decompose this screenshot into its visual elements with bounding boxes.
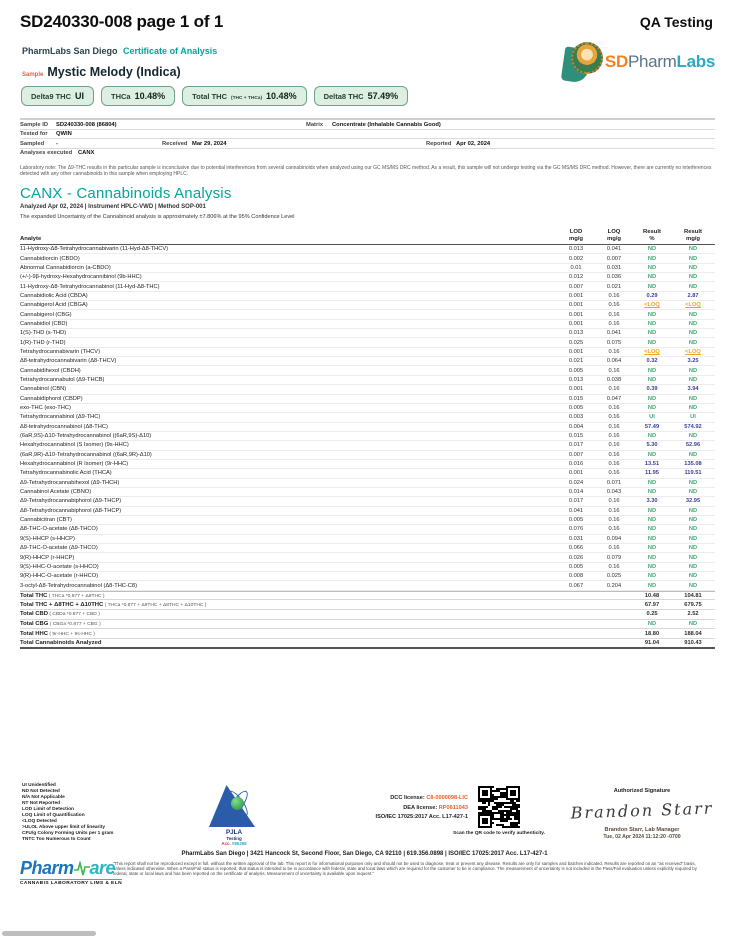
disclaimer-text: "This report shall not be reproduced except in full, without the written approval of the lab. This report is for informational purposes only and should not be used to diagnose, treat or prevent any disease. Results are only for samples and batches indicated. Results are reported on an "as received" basis, unless indicated otherwise. When a Pass/Fail status is reported, that status is intended to be in accordance with federal, state and local laws which are required for the customer to be in compliance. The measurement of uncertainty is not included in the Pass/Fail evaluation unless explicitly required by federal, state or local laws and has been reported on the certificate of analysis. Measurement of uncertainty is available upon request."	[113, 861, 697, 877]
canx-subtitle: Analyzed Apr 02, 2024 | Instrument HPLC-VWD | Method SOP-001	[20, 204, 206, 210]
legend-item: ND Not Detected	[22, 789, 60, 794]
pharmware-are: are	[89, 858, 116, 878]
tested-for-value: QWIN	[56, 131, 72, 137]
lab-name: PharmLabs San Diego	[22, 46, 118, 56]
page-title: SD240330-008 page 1 of 1	[20, 12, 224, 31]
legend-item: >ULOL Above upper limit of linearity	[22, 825, 106, 830]
table-row: 9(S)-HHCP (s-HHCP) 0.031 0.094 ND ND	[20, 535, 715, 544]
matrix-label: Matrix	[306, 121, 324, 128]
signature-datetime: Tue, 02 Apr 2024 11:12:20 -0700	[603, 834, 681, 840]
table-row: 9(R)-HHCP (r-HHCP) 0.026 0.079 ND ND	[20, 553, 715, 562]
sample-info-row-2	[20, 130, 715, 140]
dcc-license: DCC license: C8-0000098-LIC	[390, 795, 468, 801]
totals-rows	[20, 591, 715, 649]
abbreviation-legend	[22, 783, 113, 843]
header-lod: LOD mg/g	[568, 229, 584, 242]
table-row: Δ8-THC-O-acetate (Δ8-THCO) 0.076 0.16 ND ND	[20, 525, 715, 534]
table-row: Tetrahydrocannabinol (Δ9-THC) 0.003 0.16 UI UI	[20, 413, 715, 422]
table-row: Δ8-tetrahydrocannabivarin (Δ8-THCV) 0.021 0.064 0.32 3.25	[20, 357, 715, 366]
laboratory-note: Laboratory note: The Δ9-THC results in this particular sample is inconclusive due to potential interferences from several cannabinoids when analyzed using our GC MS/MS DRC method. As a result, this sample will not undergo testing via the GC MS/MS DRC method. However, there are currently no interferences detected with any other cannabinoids in this sample when employing HPLC.	[20, 165, 712, 177]
horizontal-scrollbar-thumb[interactable]	[2, 931, 96, 936]
potency-badges	[0, 86, 729, 106]
table-row: Cannabicitran (CBT) 0.005 0.16 ND ND	[20, 516, 715, 525]
analyte-rows	[20, 245, 715, 591]
table-row: Hexahydrocannabinol (S Isomer) (9s-HHC) 0.017 0.16 5.30 52.96	[20, 441, 715, 450]
table-row: Δ9-Tetrahydrocannabiphorol (Δ9-THCP) 0.017 0.16 3.30 32.95	[20, 497, 715, 506]
sdpharmlabs-logo	[563, 40, 715, 84]
reported-value: Apr 02, 2024	[456, 140, 491, 147]
header-analyte: Analyte	[20, 235, 42, 242]
sdpharmlabs-logo-text	[605, 52, 715, 72]
potency-badge: Delta8 THC 57.49%	[314, 86, 409, 106]
table-row: (+/-)-9β-hydroxy-Hexahydrocannibinol (9b-HHC) 0.012 0.036 ND ND	[20, 273, 715, 282]
sdpharmlabs-logo-icon	[563, 40, 603, 84]
pharmware-pharm: Pharm	[20, 858, 74, 878]
sample-info-row-1	[20, 120, 715, 130]
pharmware-logo	[20, 858, 122, 886]
table-row: Tetrahydrocannabinolic Acid (THCA) 0.001 0.16 11.95 119.51	[20, 469, 715, 478]
doc-type: Certificate of Analysis	[123, 46, 218, 56]
sample-name: Mystic Melody (Indica)	[47, 65, 181, 79]
table-row: Cannabidihexol (CBDH) 0.005 0.16 ND ND	[20, 366, 715, 375]
table-row: 3-octyl-Δ8-Tetrahydrocannabinol (Δ8-THC-C8) 0.067 0.204 ND ND	[20, 581, 715, 590]
pjla-logo-icon	[209, 785, 259, 827]
table-row: exo-THC (exo-THC) 0.005 0.16 ND ND	[20, 404, 715, 413]
signature-script: Brandon Starr	[570, 798, 714, 823]
legend-item: TNTC Too Numerous to Count	[22, 837, 91, 842]
header-loq: LOQ mg/g	[606, 229, 622, 242]
logo-labs: Labs	[676, 52, 715, 71]
table-row: 9(R)-HHC-O-acetate (r-HHCO) 0.008 0.025 ND ND	[20, 572, 715, 581]
table-row: Cannabidiorcin (CBDO) 0.002 0.007 ND ND	[20, 254, 715, 263]
table-row: Cannabinol (CBN) 0.001 0.16 0.39 3.94	[20, 385, 715, 394]
received-value: Mar 29, 2024	[192, 140, 227, 147]
table-row: 11-Hydroxy-Δ8-Tetrahydrocannabinol (11-Hyd-Δ8-THC) 0.007 0.021 ND ND	[20, 282, 715, 291]
dea-license: DEA license: RP0611043	[403, 804, 468, 811]
section-title-canx: CANX - Cannabinoids Analysis	[20, 185, 232, 202]
legend-item: LOD Limit of Detection	[22, 807, 74, 812]
legend-item: NT Not Reported	[22, 801, 61, 806]
sampled-label: Sampled	[20, 140, 45, 147]
table-row: 11-Hydroxy-Δ8-Tetrahydrocannabivarin (11-Hyd-Δ8-THCV) 0.013 0.041 ND ND	[20, 245, 715, 254]
legend-item: CFU/g Colony Forming Units per 1 gram	[22, 831, 114, 836]
cannabinoid-table	[20, 226, 715, 649]
potency-badge: Delta9 THC UI	[21, 86, 94, 106]
table-row: Δ9-Tetrahydrocannabihexol (Δ9-THCH) 0.024 0.071 ND ND	[20, 479, 715, 488]
total-row: Total Cannabinoids Analyzed 91.04 910.43	[20, 639, 715, 649]
pjla-name: PJLA	[225, 829, 243, 836]
pjla-accreditation	[202, 785, 266, 846]
qr-block	[446, 786, 552, 836]
table-row: Cannabidiol (CBD) 0.001 0.16 ND ND	[20, 320, 715, 329]
table-row: (6aR,9R)-Δ10-Tetrahydrocannabinol ((6aR,9R)-Δ10) 0.007 0.16 ND ND	[20, 451, 715, 460]
legend-item: UI Unidentified	[22, 783, 56, 788]
table-header	[20, 226, 715, 245]
matrix-value: Concentrate (Inhalable Cannabis Good)	[332, 121, 441, 128]
legend-item: LOQ Limit of Quantification	[22, 813, 85, 818]
sample-info-table	[20, 118, 715, 158]
table-row: Tetrahydrocannabutol (Δ9-THCB) 0.013 0.038 ND ND	[20, 376, 715, 385]
total-row: Total CBD ( CBDa *0.877 + CBD ) 0.25 2.52	[20, 610, 715, 620]
header-result-mgg: Result mg/g	[683, 229, 702, 242]
signature-block	[566, 788, 718, 840]
authorized-signature-label: Authorized Signature	[613, 788, 671, 794]
canx-uncertainty: The expanded Uncertainty of the Cannabinoid analysis is approximately ±7.806% at the 95% Confidence Level	[20, 214, 295, 220]
analyses-value: CANX	[78, 150, 95, 156]
table-row: Cannabinol Acetate (CBNO) 0.014 0.043 ND ND	[20, 488, 715, 497]
table-row: 1(S)-THD (s-THD) 0.013 0.041 ND ND	[20, 329, 715, 338]
reported-label: Reported	[426, 140, 452, 147]
table-row: Cannabidiphorol (CBDP) 0.015 0.047 ND ND	[20, 395, 715, 404]
header	[0, 0, 729, 32]
qa-testing-label: QA Testing	[639, 14, 713, 30]
pharmware-pulse-icon	[74, 861, 90, 877]
total-row: Total CBG ( CBGa *0.877 + CBG ) ND ND	[20, 620, 715, 630]
table-row: 1(R)-THD (r-THD) 0.025 0.075 ND ND	[20, 338, 715, 347]
legend-item: N/A Not Applicable	[22, 795, 65, 800]
pharmware-tagline: CANNABIS LABORATORY LIMS & ELN	[20, 881, 123, 886]
sample-id-label: Sample ID	[20, 121, 49, 128]
sampled-value: -	[56, 140, 58, 147]
logo-sd: SD	[604, 52, 628, 71]
table-row: Δ9-THC-O-acetate (Δ9-THCO) 0.066 0.16 ND ND	[20, 544, 715, 553]
total-row: Total THC ( THCa *0.877 + Δ9THC ) 10.48 104.81	[20, 591, 715, 601]
signer-name-title: Brandon Starr, Lab Manager	[604, 827, 680, 833]
qr-code-icon	[478, 786, 520, 828]
total-row: Total THC + Δ8THC + Δ10THC ( THCa *0.877 + Δ9THC + Δ8THC + Δ10THC ) 67.97 679.75	[20, 600, 715, 610]
table-row: Tetrahydrocannabivarin (THCV) 0.001 0.16 <LOQ <LOQ	[20, 348, 715, 357]
table-row: Cannabigerol Acid (CBGA) 0.001 0.16 <LOQ <LOQ	[20, 301, 715, 310]
table-row: Cannabigerol (CBG) 0.001 0.16 ND ND	[20, 310, 715, 319]
tested-for-label: Tested for	[20, 131, 48, 137]
table-row: (6aR,9S)-Δ10-Tetrahydrocannabinol ((6aR,9S)-Δ10) 0.015 0.16 ND ND	[20, 432, 715, 441]
received-label: Received	[162, 140, 188, 147]
analyses-label: Analyses executed	[20, 150, 73, 156]
potency-badge: Total THC (THC + THCa) 10.48%	[182, 86, 306, 106]
potency-badge: THCa 10.48%	[101, 86, 175, 106]
table-row: Δ8-Tetrahydrocannabiphorol (Δ8-THCP) 0.041 0.16 ND ND	[20, 507, 715, 516]
sample-id-value: SD240330-008 (86804)	[56, 121, 117, 128]
table-row: Cannabidiolic Acid (CBDA) 0.001 0.16 0.29 2.87	[20, 292, 715, 301]
sample-label: Sample	[22, 72, 44, 78]
legend-item: <LOQ Detected	[22, 819, 57, 824]
sample-info-row-4	[20, 149, 715, 159]
logo-pharm: Pharm	[627, 52, 677, 71]
table-row: Abnormal Cannabidiorcin (a-CBDO) 0.01 0.031 ND ND	[20, 264, 715, 273]
header-result-pct: Result %	[642, 229, 661, 242]
qr-caption: Scan the QR code to verify authenticity.	[452, 831, 546, 836]
pjla-sub: Testing	[226, 836, 242, 841]
table-row: 9(S)-HHC-O-acetate (s-HHCO) 0.005 0.16 ND ND	[20, 563, 715, 572]
table-row: Hexahydrocannabinol (R Isomer) (9r-HHC) 0.016 0.16 13.51 135.08	[20, 460, 715, 469]
pjla-acc-number: Acc. #85368	[221, 841, 247, 846]
table-row: Δ8-tetrahydrocannabinol (Δ8-THC) 0.004 0.16 57.49 574.92	[20, 423, 715, 432]
sample-info-row-3	[20, 139, 715, 149]
iso-accreditation: ISO/IEC 17025:2017 Acc. L17-427-1	[375, 814, 468, 820]
lab-address: PharmLabs San Diego | 3421 Hancock St, Second Floor, San Diego, CA 92110 | 619.356.0898 | ISO/IEC 17025:2017 Acc. L17-427-1	[181, 851, 548, 857]
total-row: Total HHC ( 9r-HHC + 9s-HHC ) 18.80 188.04	[20, 629, 715, 639]
